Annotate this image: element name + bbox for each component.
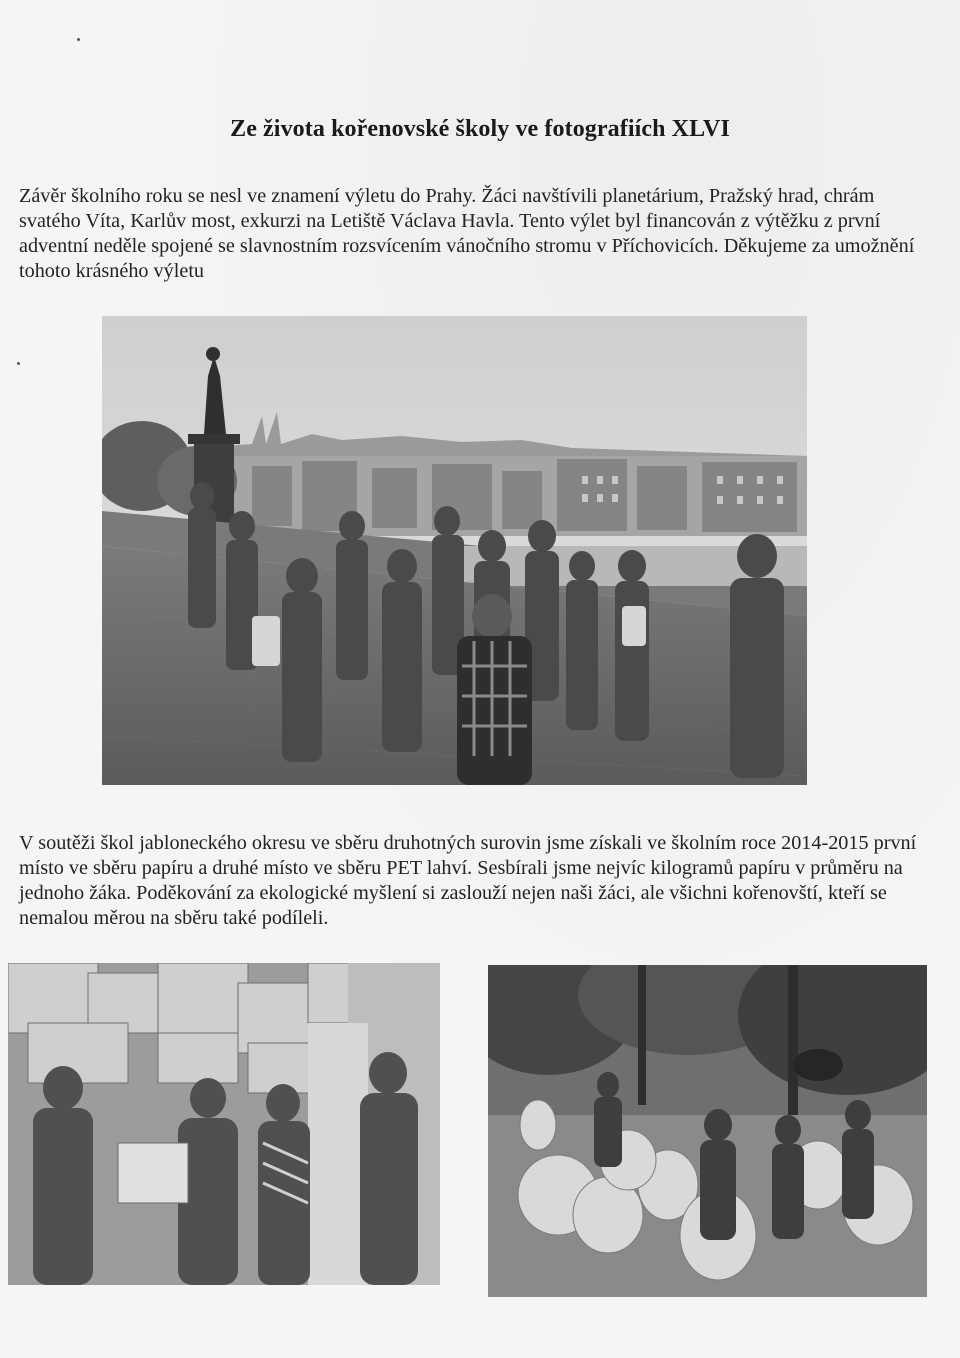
scan-speck — [77, 38, 80, 41]
paper-collection-photo — [8, 963, 440, 1285]
recycling-paragraph: V soutěži škol jabloneckého okresu ve sběru druhotných surovin jsme získali ve školním roce 2014-2015 první místo ve sběru papíru a druhé místo ve sběru PET lahví. Sesbírali jsme nejvíc kilogramů papíru v průměru na jednoho žáka. Poděkování za ekologické myšlení si zaslouží nejen naši žáci, ale všichni kořenovští, kteří se nemalou měrou na sběru také podíleli. — [19, 832, 917, 929]
page-title: Ze života kořenovské školy ve fotografiích XLVI — [230, 116, 730, 142]
prague-trip-photo — [102, 316, 807, 785]
trip-paragraph: Závěr školního roku se nesl ve znamení výletu do Prahy. Žáci navštívili planetárium, Pražský hrad, chrám svatého Víta, Karlův most, exkurzi na Letiště Václava Havla. Tento výlet byl financován z výtěžku z první adventní neděle spojené se slavnostním rozsvícením vánočního stromu v Příchovicích. Děkujeme za umožnění tohoto krásného výletu — [19, 185, 915, 282]
pet-photo-graphic — [488, 965, 927, 1297]
paper-photo-graphic — [8, 963, 440, 1285]
scan-speck — [17, 362, 20, 365]
prague-photo-graphic — [102, 316, 807, 785]
pet-collection-photo — [488, 965, 927, 1297]
